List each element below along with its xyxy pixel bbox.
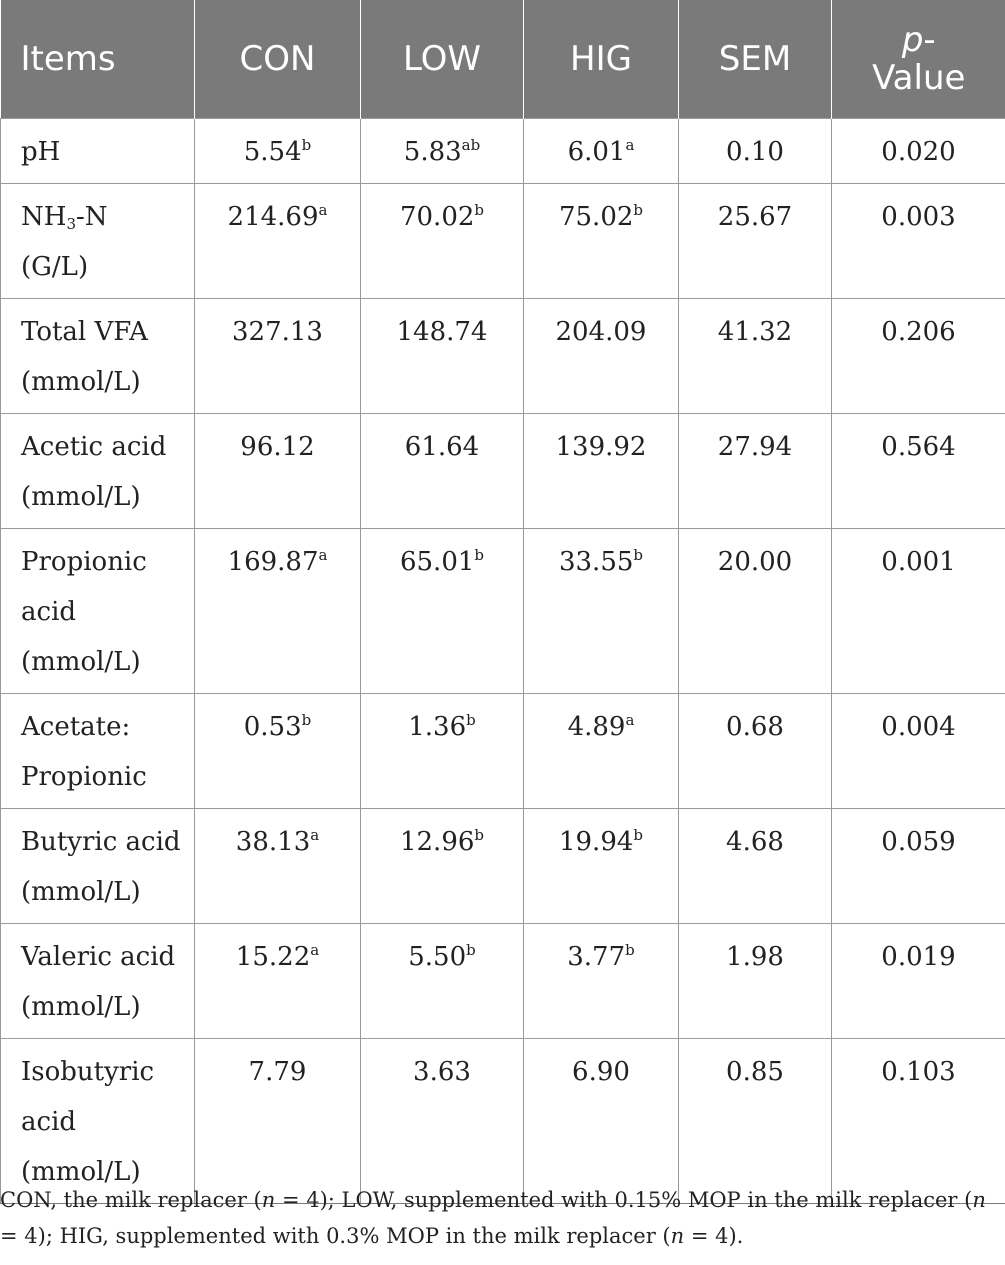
cell-p: 0.004 (832, 693, 1005, 808)
cell-p: 0.020 (832, 118, 1005, 183)
superscript: a (625, 710, 635, 729)
footnote-n: n (670, 1224, 685, 1248)
value: 214.69 (227, 201, 319, 232)
p-italic: p (901, 19, 924, 60)
superscript: b (466, 710, 476, 729)
superscript: a (318, 200, 328, 219)
cell-hig: 6.90 (524, 1038, 679, 1203)
cell-hig: 139.92 (524, 413, 679, 528)
value: 65.01 (399, 546, 475, 577)
superscript: b (466, 940, 476, 959)
cell-hig (524, 183, 679, 298)
row-label-unit: (mmol/L) (21, 366, 141, 397)
footnote-n: n (972, 1188, 986, 1212)
row-label (1, 808, 195, 923)
cell-low: 3.63 (361, 1038, 524, 1203)
row-label (1, 923, 195, 1038)
superscript: b (301, 135, 312, 154)
superscript: b (625, 940, 635, 959)
cell-sem: 0.85 (679, 1038, 832, 1203)
header-p-value (832, 0, 1005, 118)
cell-low (361, 183, 524, 298)
cell-low (361, 808, 524, 923)
row-label (1, 413, 195, 528)
superscript: ab (461, 135, 481, 154)
row-label (1, 298, 195, 413)
p-hyphen: - (923, 19, 936, 60)
cell-p: 0.103 (832, 1038, 1005, 1203)
value: 70.02 (399, 201, 475, 232)
superscript: a (310, 940, 320, 959)
cell-p: 0.059 (832, 808, 1005, 923)
value: 4.89 (567, 711, 626, 742)
cell-hig: 204.09 (524, 298, 679, 413)
cell-low (361, 923, 524, 1038)
cell-con: 96.12 (195, 413, 361, 528)
footnote-text: CON, the milk replacer ( (0, 1188, 262, 1212)
row-label (1, 183, 195, 298)
cell-sem: 4.68 (679, 808, 832, 923)
cell-sem: 25.67 (679, 183, 832, 298)
table-row (1, 923, 1005, 1038)
row-label (1, 118, 195, 183)
row-label (1, 1038, 195, 1203)
value: 75.02 (558, 201, 634, 232)
cell-p: 0.001 (832, 528, 1005, 693)
superscript: b (474, 200, 485, 219)
cell-hig (524, 528, 679, 693)
cell-p: 0.564 (832, 413, 1005, 528)
header-low: LOW (361, 0, 524, 118)
row-label-text: acid (21, 596, 77, 627)
cell-hig (524, 808, 679, 923)
row-label-text: Valeric acid (21, 941, 176, 972)
cell-low: 148.74 (361, 298, 524, 413)
table-row (1, 413, 1005, 528)
cell-p: 0.003 (832, 183, 1005, 298)
header-sem: SEM (679, 0, 832, 118)
value: 169.87 (227, 546, 319, 577)
row-label-unit: (mmol/L) (21, 876, 141, 907)
cell-sem: 0.10 (679, 118, 832, 183)
value: 5.83 (403, 136, 462, 167)
cell-con (195, 118, 361, 183)
row-label-text: Isobutyric (21, 1056, 155, 1087)
cell-p: 0.206 (832, 298, 1005, 413)
value: 19.94 (558, 826, 634, 857)
footnote-text: = 4); HIG, supplemented with 0.3% MOP in the milk replacer ( (0, 1224, 671, 1248)
row-label-text: Propionic (21, 546, 147, 577)
cell-sem: 0.68 (679, 693, 832, 808)
cell-con (195, 808, 361, 923)
table-row (1, 118, 1005, 183)
cell-hig (524, 693, 679, 808)
superscript: b (633, 825, 644, 844)
row-label-unit: (mmol/L) (21, 481, 141, 512)
cell-con (195, 528, 361, 693)
table-row (1, 298, 1005, 413)
value: 15.22 (235, 941, 311, 972)
row-label (1, 693, 195, 808)
subscript: 3 (66, 214, 76, 233)
cell-hig (524, 118, 679, 183)
superscript: b (633, 545, 644, 564)
cell-low (361, 118, 524, 183)
footnote-text: = 4). (684, 1224, 744, 1248)
cell-sem: 1.98 (679, 923, 832, 1038)
header-hig: HIG (524, 0, 679, 118)
table-row (1, 528, 1005, 693)
value: 38.13 (235, 826, 311, 857)
row-label-text: Acetate: (21, 711, 131, 742)
footnote-n: n (261, 1188, 276, 1212)
value: 0.53 (243, 711, 302, 742)
cell-con (195, 183, 361, 298)
value: 33.55 (558, 546, 634, 577)
cell-con (195, 693, 361, 808)
cell-con: 7.79 (195, 1038, 361, 1203)
row-label-text: Propionic (21, 761, 147, 792)
value: 12.96 (399, 826, 475, 857)
superscript: b (474, 545, 485, 564)
cell-low (361, 528, 524, 693)
cell-hig (524, 923, 679, 1038)
header-row (1, 0, 1005, 118)
row-label (1, 528, 195, 693)
row-label-unit: (G/L) (21, 251, 89, 282)
value: 6.01 (567, 136, 626, 167)
value: 5.50 (408, 941, 467, 972)
cell-con (195, 923, 361, 1038)
row-label-unit: (mmol/L) (21, 991, 141, 1022)
row-label-text: -N (75, 201, 108, 232)
superscript: b (633, 200, 644, 219)
p-value-word: Value (872, 57, 966, 98)
cell-sem: 41.32 (679, 298, 832, 413)
cell-p: 0.019 (832, 923, 1005, 1038)
superscript: b (301, 710, 312, 729)
row-label-unit: (mmol/L) (21, 1156, 141, 1187)
row-label-text: Total VFA (21, 316, 148, 347)
value: 5.54 (243, 136, 302, 167)
row-label-text: pH (21, 136, 61, 167)
table-row (1, 693, 1005, 808)
header-items: Items (1, 0, 195, 118)
table-row (1, 808, 1005, 923)
row-label-text: NH (21, 201, 67, 232)
cell-low (361, 693, 524, 808)
cell-low: 61.64 (361, 413, 524, 528)
superscript: a (625, 135, 635, 154)
row-label-unit: (mmol/L) (21, 646, 141, 677)
cell-con: 327.13 (195, 298, 361, 413)
table-row (1, 183, 1005, 298)
row-label-text: acid (21, 1106, 77, 1137)
cell-sem: 20.00 (679, 528, 832, 693)
footnote-text: = 4); LOW, supplemented with 0.15% MOP in the milk replacer ( (275, 1188, 973, 1212)
superscript: a (310, 825, 320, 844)
cell-sem: 27.94 (679, 413, 832, 528)
header-con: CON (195, 0, 361, 118)
table-row (1, 1038, 1005, 1203)
table-footnote (0, 1182, 1005, 1254)
row-label-text: Butyric acid (21, 826, 181, 857)
row-label-text: Acetic acid (21, 431, 167, 462)
value: 3.77 (567, 941, 626, 972)
value: 1.36 (408, 711, 467, 742)
superscript: b (474, 825, 485, 844)
superscript: a (318, 545, 328, 564)
